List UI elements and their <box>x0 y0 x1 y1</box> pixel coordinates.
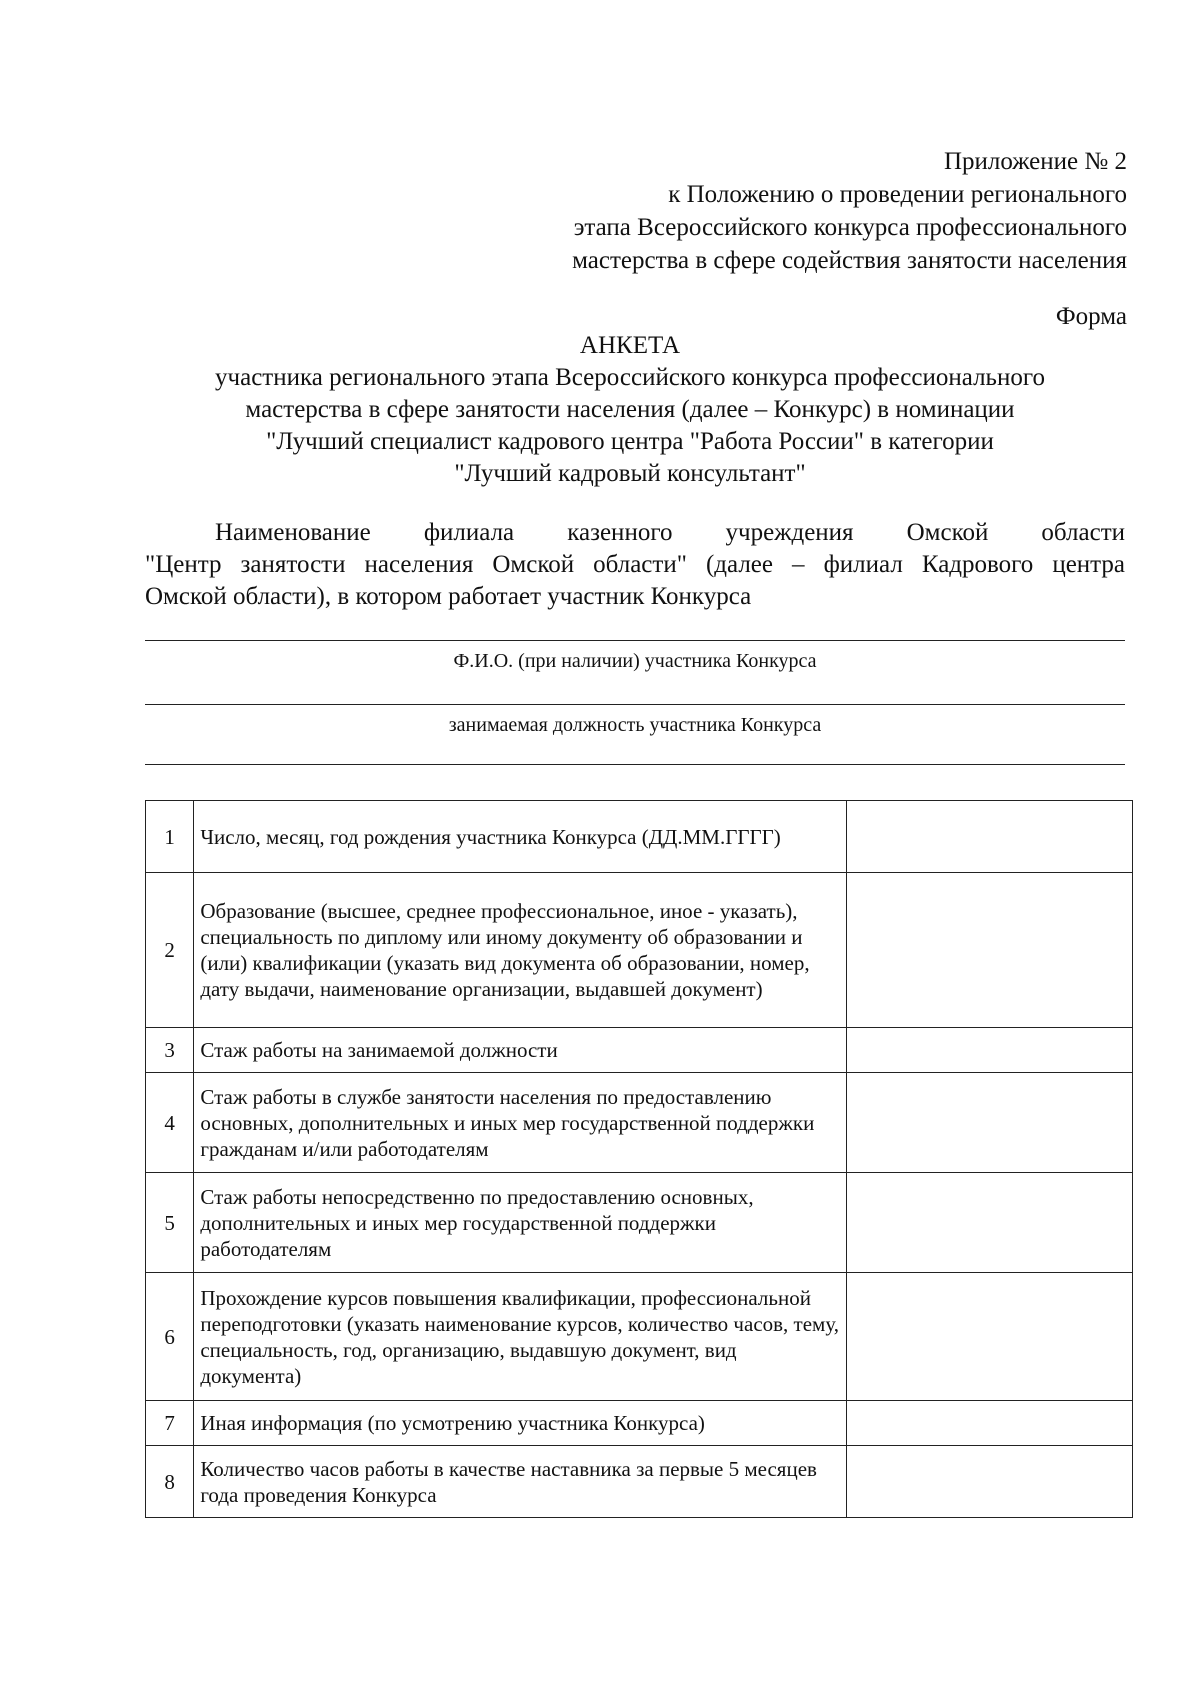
fio-fill-line[interactable] <box>145 704 1125 705</box>
title-heading: АНКЕТА <box>579 332 681 359</box>
branch-line: Наименование филиала казенного учреждения Омской области <box>215 519 1125 546</box>
row-number: 4 <box>146 1073 194 1173</box>
row-number: 8 <box>146 1446 194 1518</box>
branch-line: Омской области), в котором работает участник Конкурса <box>145 583 752 610</box>
row-number: 2 <box>146 873 194 1028</box>
row-number: 6 <box>146 1273 194 1401</box>
row-answer-cell[interactable] <box>847 1073 1133 1173</box>
row-question: Образование (высшее, среднее профессиональное, иное - указать), специальность по диплому или иному документу об образовании и (или) квалификации (указать вид документа об образовании, номер, дату выдачи, наименование организации, выдавшей документ) <box>194 873 847 1028</box>
table-row <box>146 1446 1133 1518</box>
survey-table <box>145 800 1133 1518</box>
title-line: "Лучший специалист кадрового центра "Работа России" в категории <box>266 428 994 455</box>
table-row <box>146 1073 1133 1173</box>
row-question: Количество часов работы в качестве наставника за первые 5 месяцев года проведения Конкурса <box>194 1446 847 1518</box>
position-fill-line[interactable] <box>145 764 1125 765</box>
row-question: Стаж работы в службе занятости населения по предоставлению основных, дополнительных и иных мер государственной поддержки гражданам и/или работодателям <box>194 1073 847 1173</box>
row-number: 5 <box>146 1173 194 1273</box>
table-row <box>146 873 1133 1028</box>
row-answer-cell[interactable] <box>847 801 1133 873</box>
title-line: "Лучший кадровый консультант" <box>454 460 806 487</box>
appendix-line: этапа Всероссийского конкурса профессионального <box>573 214 1127 241</box>
row-number: 3 <box>146 1028 194 1073</box>
table-row <box>146 1273 1133 1401</box>
branch-line: "Центр занятости населения Омской области" (далее – филиал Кадрового центра <box>145 551 1125 578</box>
row-number: 1 <box>146 801 194 873</box>
branch-fill-line[interactable] <box>145 640 1125 641</box>
appendix-line: Приложение № 2 <box>943 148 1127 175</box>
table-row <box>146 1173 1133 1273</box>
branch-name-paragraph <box>145 517 1125 613</box>
document-title <box>140 330 1120 490</box>
row-answer-cell[interactable] <box>847 1173 1133 1273</box>
row-question: Прохождение курсов повышения квалификации, профессиональной переподготовки (указать наименование курсов, количество часов, тему, специальность, год, организацию, выдавшую документ, вид документа) <box>194 1273 847 1401</box>
row-answer-cell[interactable] <box>847 1273 1133 1401</box>
row-answer-cell[interactable] <box>847 873 1133 1028</box>
table-row <box>146 1401 1133 1446</box>
table-row <box>146 1028 1133 1073</box>
title-line: мастерства в сфере занятости населения (далее – Конкурс) в номинации <box>245 396 1015 423</box>
table-row <box>146 801 1133 873</box>
fio-caption: Ф.И.О. (при наличии) участника Конкурса <box>453 650 817 672</box>
row-question: Иная информация (по усмотрению участника Конкурса) <box>194 1401 847 1446</box>
row-question: Стаж работы на занимаемой должности <box>194 1028 847 1073</box>
row-answer-cell[interactable] <box>847 1401 1133 1446</box>
position-caption: занимаемая должность участника Конкурса <box>448 714 822 736</box>
appendix-line: мастерства в сфере содействия занятости населения <box>572 247 1127 274</box>
appendix-header <box>572 145 1127 277</box>
row-question: Стаж работы непосредственно по предоставлению основных, дополнительных и иных мер государственной поддержки работодателям <box>194 1173 847 1273</box>
title-line: участника регионального этапа Всероссийского конкурса профессионального <box>215 364 1045 391</box>
row-question: Число, месяц, год рождения участника Конкурса (ДД.ММ.ГГГГ) <box>194 801 847 873</box>
row-number: 7 <box>146 1401 194 1446</box>
row-answer-cell[interactable] <box>847 1446 1133 1518</box>
row-answer-cell[interactable] <box>847 1028 1133 1073</box>
form-label: Форма <box>1055 303 1127 330</box>
appendix-line: к Положению о проведении регионального <box>668 181 1127 208</box>
